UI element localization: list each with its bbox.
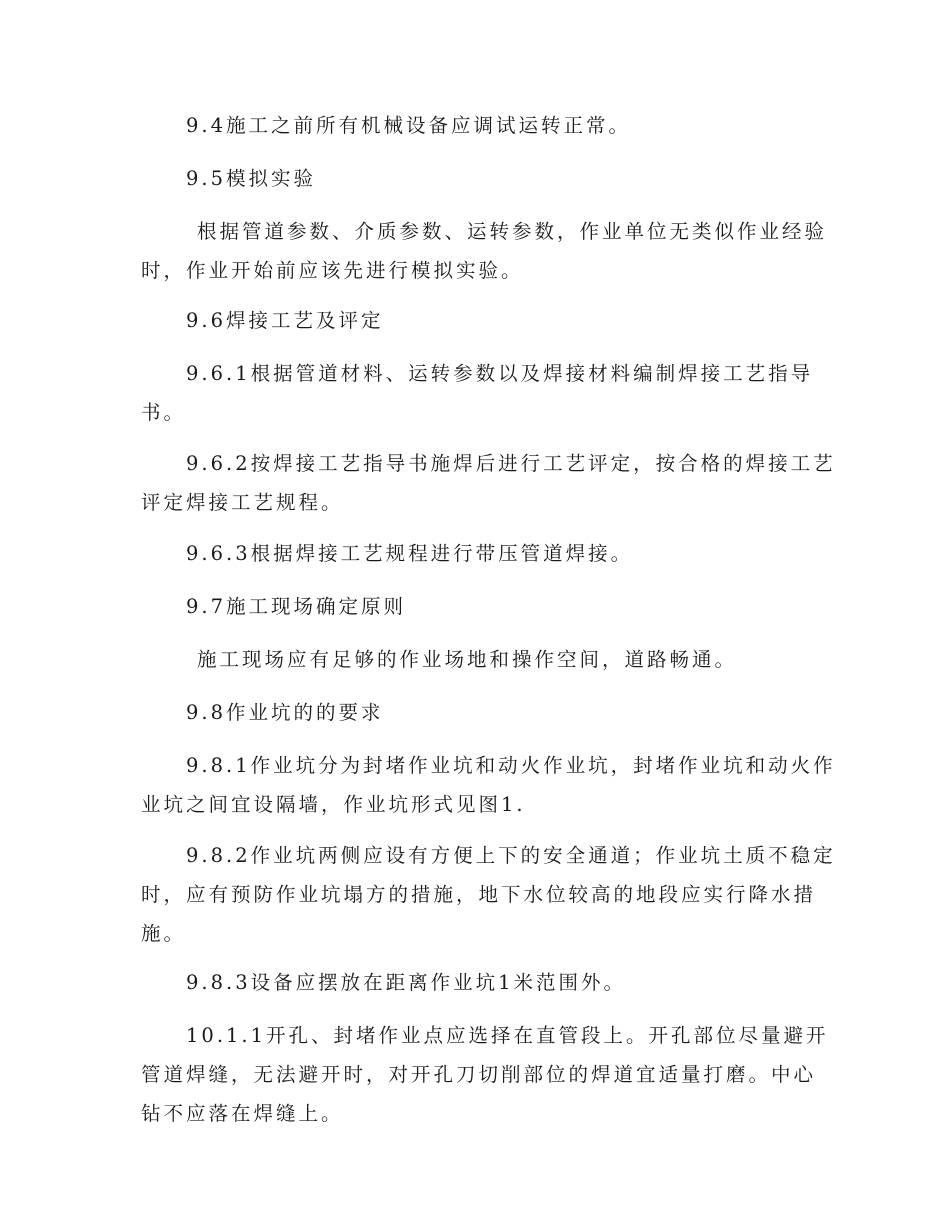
para-9-4: 9.4施工之前所有机械设备应调试运转正常。 bbox=[186, 114, 632, 137]
para-9-8-3: 9.8.3设备应摆放在距离作业坑1米范围外。 bbox=[186, 971, 627, 994]
para-10-1-1-line-3: 钻不应落在焊缝上。 bbox=[141, 1102, 344, 1125]
para-9-6-2-line-1: 9.6.2按焊接工艺指导书施焊后进行工艺评定，按合格的焊接工艺 bbox=[186, 452, 836, 475]
heading-9-6: 9.6焊接工艺及评定 bbox=[186, 309, 384, 332]
para-9-8-2-line-1: 9.8.2作业坑两侧应设有方便上下的安全通道；作业坑土质不稳定 bbox=[186, 844, 836, 867]
para-9-7: 施工现场应有足够的作业场地和操作空间，道路畅通。 bbox=[197, 648, 738, 671]
heading-9-5: 9.5模拟实验 bbox=[186, 167, 317, 190]
para-10-1-1-line-1: 10.1.1开孔、封堵作业点应选择在直管段上。开孔部位尽量避开 bbox=[186, 1024, 829, 1047]
para-9-6-3: 9.6.3根据焊接工艺规程进行带压管道焊接。 bbox=[186, 542, 634, 565]
para-9-5-line-2: 时，作业开始前应该先进行模拟实验。 bbox=[141, 259, 524, 282]
para-9-6-1-line-1: 9.6.1根据管道材料、运转参数以及焊接材料编制焊接工艺指导 bbox=[186, 362, 814, 385]
para-9-6-2-line-2: 评定焊接工艺规程。 bbox=[141, 491, 344, 514]
para-9-6-1-line-2: 书。 bbox=[141, 401, 187, 424]
heading-9-7: 9.7施工现场确定原则 bbox=[186, 595, 407, 618]
heading-9-8: 9.8作业坑的的要求 bbox=[186, 701, 384, 724]
para-9-5-line-1: 根据管道参数、介质参数、运转参数，作业单位无类似作业经验 bbox=[197, 220, 828, 243]
para-10-1-1-line-2: 管道焊缝，无法避开时，对开孔刀切削部位的焊道宜适量打磨。中心 bbox=[141, 1063, 817, 1086]
para-9-8-2-line-2: 时，应有预防作业坑塌方的措施，地下水位较高的地段应实行降水措 bbox=[141, 883, 817, 906]
para-9-8-1-line-2: 业坑之间宜设隔墙，作业坑形式见图1. bbox=[141, 793, 526, 816]
para-9-8-1-line-1: 9.8.1作业坑分为封堵作业坑和动火作业坑，封堵作业坑和动火作 bbox=[186, 754, 836, 777]
para-9-8-2-line-3: 施。 bbox=[141, 922, 187, 945]
